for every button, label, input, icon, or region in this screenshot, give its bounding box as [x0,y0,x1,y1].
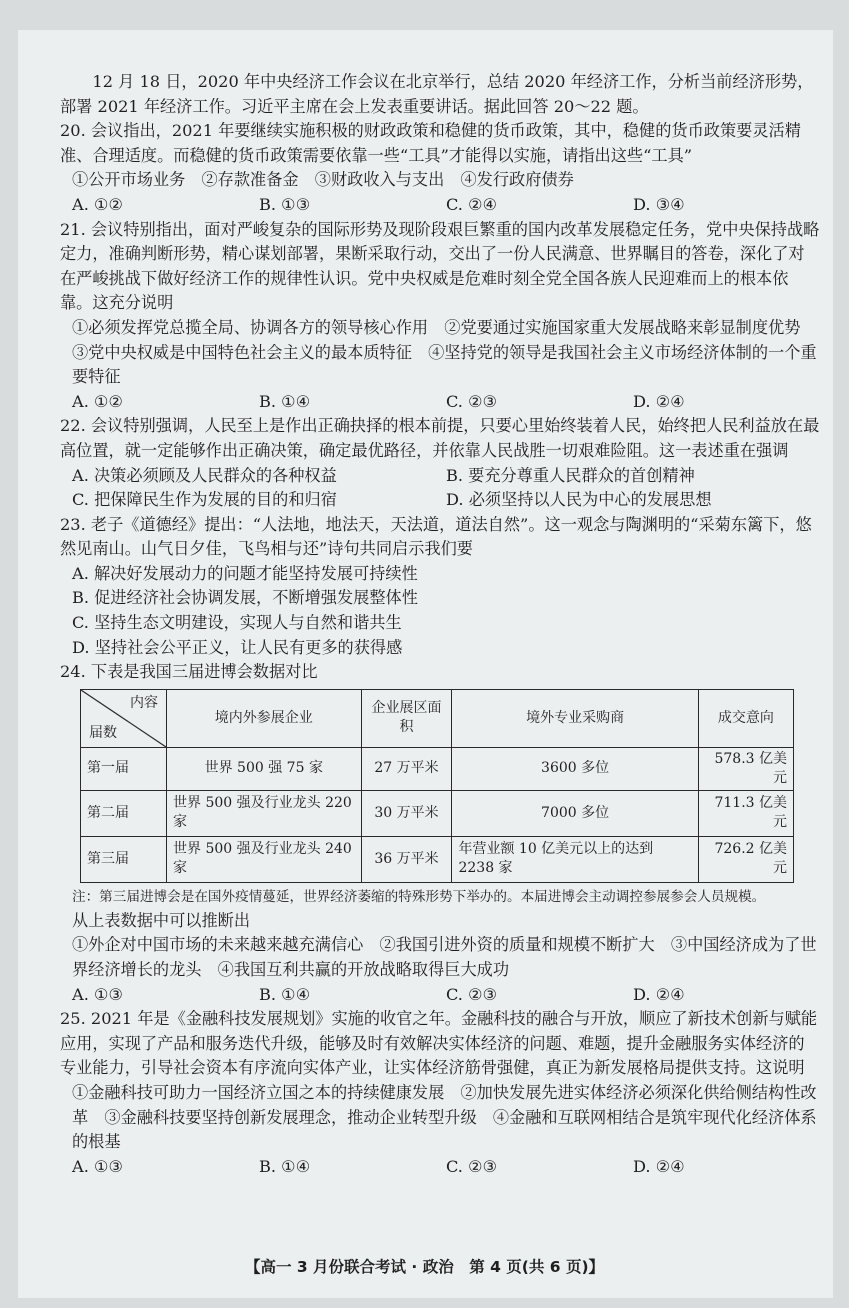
q24-items: ①外企对中国市场的未来越来越充满信心 ②我国引进外资的质量和规模不断扩大 ③中国经济成为了世界经济增长的龙头 ④我国互利共赢的开放战略取得巨大成功 [72,935,817,980]
corner-label-session: 届数 [89,724,117,741]
q22-options-row1 [72,464,820,489]
header-deals: 成交意向 [698,689,793,747]
cell-session: 第一届 [81,747,167,790]
cell-area: 30 万平米 [361,790,452,836]
table-row [81,747,794,790]
q20-items: ①公开市场业务 ②存款准备金 ③财政收入与支出 ④发行政府债券 [72,170,574,190]
cell-deals: 711.3 亿美元 [698,790,793,836]
q20-option-c[interactable]: C. ②④ [446,194,498,214]
table-row [81,836,794,882]
cell-deals: 578.3 亿美元 [698,747,793,790]
table-header-row [81,689,794,747]
q20-option-b[interactable]: B. ①③ [259,194,311,214]
q24-option-a[interactable]: A. ①③ [72,984,124,1004]
intro-text: 12 月 18 日，2020 年中央经济工作会议在北京举行，总结 2020 年经济工作，分析当前经济形势，部署 2021 年经济工作。习近平主席在会上发表重要讲话。据此回答 20～22 题。 [60,72,814,116]
q24-option-d[interactable]: D. ②④ [633,984,685,1004]
header-exhibitors: 境内外参展企业 [167,689,362,747]
page-footer: 【高一 3 月份联合考试 · 政治 第 4 页(共 6 页)】 [244,1258,605,1276]
expo-data-table [80,689,794,883]
cell-session: 第二届 [81,790,167,836]
cell-buyers: 3600 多位 [452,747,698,790]
q21-stem: 21. 会议特别指出，面对严峻复杂的国际形势及现阶段艰巨繁重的国内改革发展稳定任务，党中央保持战略定力，准确判断形势，精心谋划部署，果断采取行动，交出了一份人民满意、世界瞩目的答卷，深化了对在严峻挑战下做好经济工作的规律性认识。党中央权威是危难时刻全党全国各族人民迎难而上的根本依靠。这充分说明 [60,219,820,313]
question-23 [60,513,820,661]
question-21 [60,218,820,415]
corner-label-content: 内容 [130,694,158,711]
q20-stem: 20. 会议指出，2021 年要继续实施积极的财政政策和稳健的货币政策，其中，稳健的货币政策要灵活精准、合理适度。而稳健的货币政策需要依靠一些“工具”才能得以实施，请指出这些“工具” [60,121,801,165]
question-24 [60,660,820,1007]
q23-option-d[interactable]: D. 坚持社会公平正义，让人民有更多的获得感 [72,637,403,657]
q24-stem: 24. 下表是我国三届进博会数据对比 [60,662,318,682]
q22-option-d[interactable]: D. 必须坚持以人民为中心的发展思想 [446,490,712,510]
cell-session: 第三届 [81,836,167,882]
question-25 [60,1007,820,1179]
q21-option-c[interactable]: C. ②③ [446,391,498,411]
cell-area: 36 万平米 [361,836,452,882]
table-row [81,790,794,836]
cell-buyers: 年营业额 10 亿美元以上的达到 2238 家 [452,836,698,882]
q25-option-b[interactable]: B. ①④ [259,1156,311,1176]
header-area: 企业展区面积 [361,689,452,747]
cell-area: 27 万平米 [361,747,452,790]
q22-stem: 22. 会议特别强调，人民至上是作出正确抉择的根本前提，只要心里始终装着人民，始终把人民利益放在最高位置，就一定能够作出正确决策，确定最优路径，并依靠人民战胜一切艰难险阻。这一表述重在强调 [60,416,820,460]
question-22 [60,414,820,512]
q23-option-c[interactable]: C. 坚持生态文明建设，实现人与自然和谐共生 [72,613,402,633]
q24-option-b[interactable]: B. ①④ [259,984,311,1004]
cell-exhibitors: 世界 500 强及行业龙头 220 家 [167,790,362,836]
q25-items: ①金融科技可助力一国经济立国之本的持续健康发展 ②加快发展先进实体经济必须深化供给侧结构性改革 ③金融科技要坚持创新发展理念，推动企业转型升级 ④金融和互联网相结合是筑牢现代化经济体系的根基 [72,1083,817,1152]
cell-deals: 726.2 亿美元 [698,836,793,882]
q20-options [72,193,820,218]
q20-option-a[interactable]: A. ①② [72,194,124,214]
q25-option-a[interactable]: A. ①③ [72,1156,124,1176]
q22-options-row2 [72,488,820,513]
question-20 [60,119,820,217]
q24-options [72,983,820,1008]
q25-option-d[interactable]: D. ②④ [633,1156,685,1176]
q21-options [72,390,820,415]
q23-option-a[interactable]: A. 解决好发展动力的问题才能坚持发展可持续性 [72,563,418,583]
q22-option-b[interactable]: B. 要充分尊重人民群众的首创精神 [446,465,695,485]
table-corner-cell [81,689,167,747]
exam-content [60,70,820,1179]
q21-option-d[interactable]: D. ②④ [633,391,685,411]
cell-buyers: 7000 多位 [452,790,698,836]
cell-exhibitors: 世界 500 强 75 家 [167,747,362,790]
q25-option-c[interactable]: C. ②③ [446,1156,498,1176]
q21-option-b[interactable]: B. ①④ [259,391,311,411]
q24-lead: 从上表数据中可以推断出 [72,910,251,930]
q24-option-c[interactable]: C. ②③ [446,984,498,1004]
q24-note: 注：第三届进博会是在国外疫情蔓延，世界经济萎缩的特殊形势下举办的。本届进博会主动调控参展参会人员规模。 [72,888,766,905]
q22-option-a[interactable]: A. 决策必须顾及人民群众的各种权益 [72,465,337,485]
q23-option-b[interactable]: B. 促进经济社会协调发展，不断增强发展整体性 [72,588,418,608]
q21-items: ①必须发挥党总揽全局、协调各方的领导核心作用 ②党要通过实施国家重大发展战略来彰显制度优势 ③党中央权威是中国特色社会主义的最本质特征 ④坚持党的领导是我国社会主义市场经济体制的一个重要特征 [72,317,817,387]
cell-exhibitors: 世界 500 强及行业龙头 240 家 [167,836,362,882]
q23-stem: 23. 老子《道德经》提出：“人法地，地法天，天法道，道法自然”。这一观念与陶渊明的“采菊东篱下，悠然见南山。山气日夕佳，飞鸟相与还”诗句共同启示我们要 [60,514,812,559]
q22-option-c[interactable]: C. 把保障民生作为发展的目的和归宿 [72,490,337,510]
header-buyers: 境外专业采购商 [452,689,698,747]
q25-stem: 25. 2021 年是《金融科技发展规划》实施的收官之年。金融科技的融合与开放，顺应了新技术创新与赋能应用，实现了产品和服务迭代升级，能够及时有效解决实体经济的问题、难题，提升金融服务实体经济的专业能力，引导社会资本有序流向实体产业，让实体经济筋骨强健，真正为新发展格局提供支持。这说明 [60,1009,818,1078]
q21-option-a[interactable]: A. ①② [72,391,124,411]
q20-option-d[interactable]: D. ③④ [633,194,685,214]
q25-options [72,1155,820,1180]
